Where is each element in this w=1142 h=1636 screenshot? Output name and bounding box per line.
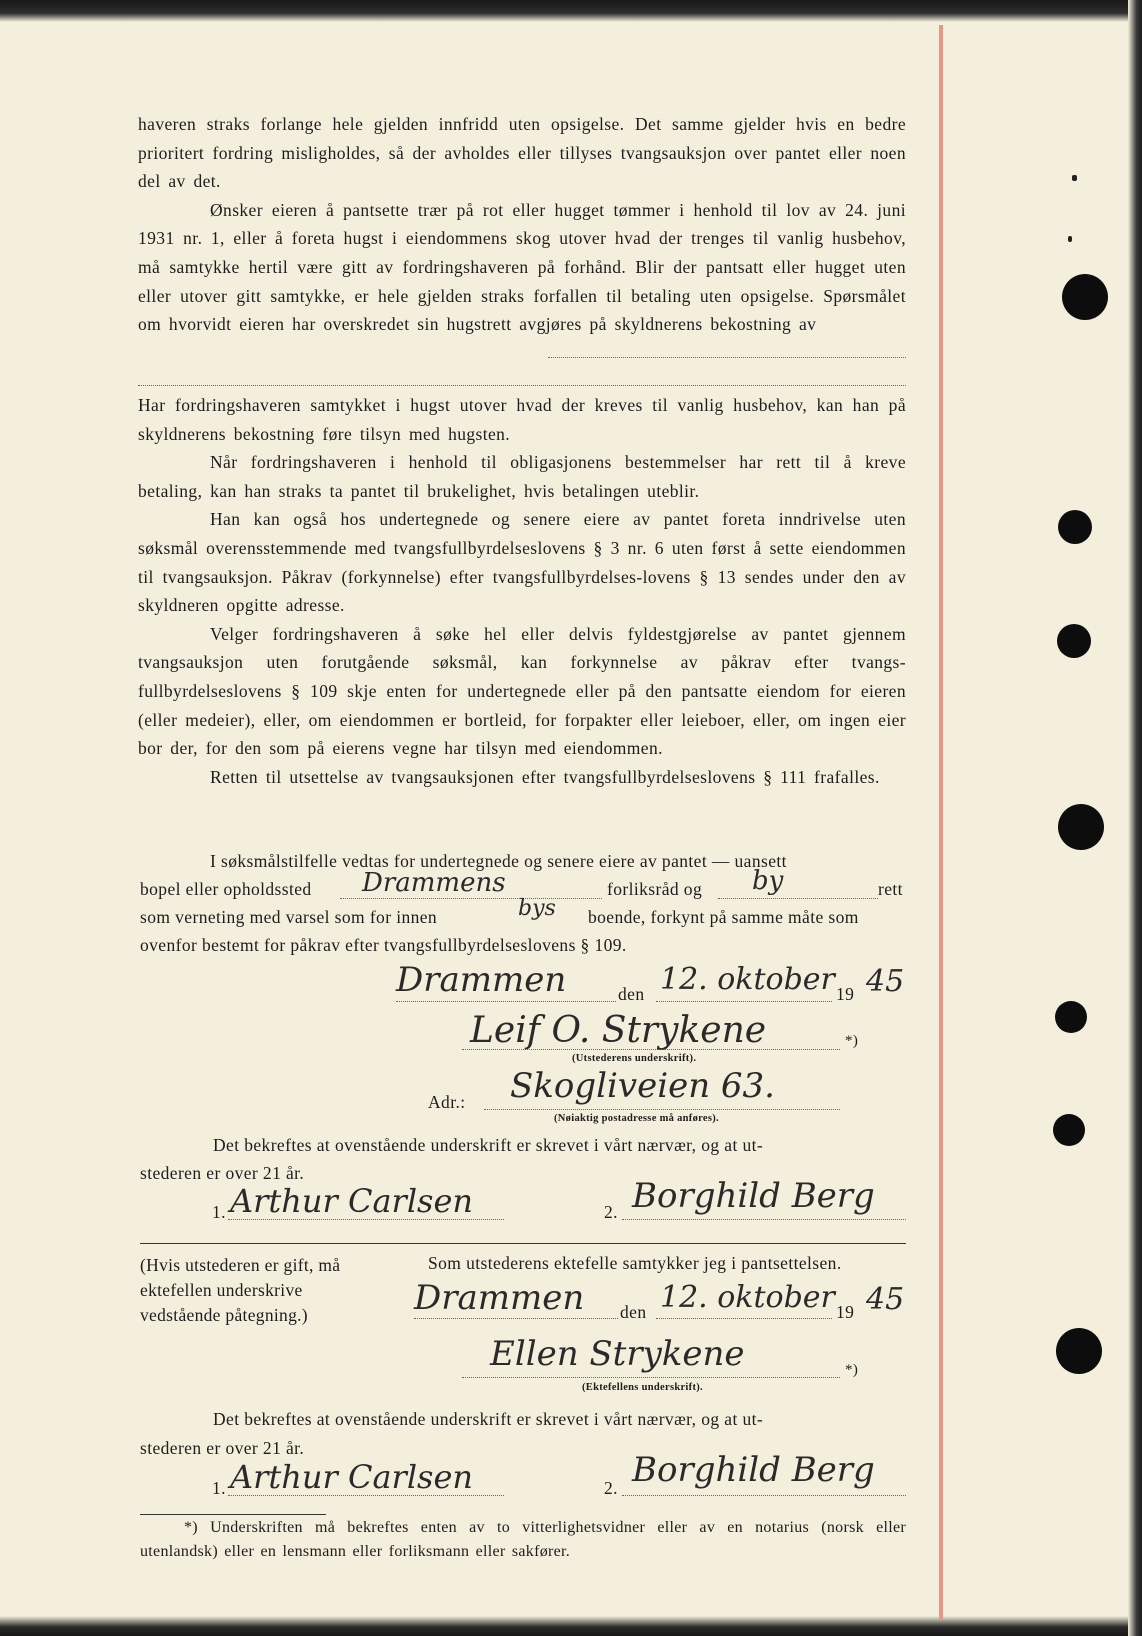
paragraph: Retten til utsettelse av tvangsauksjonen efter tvangsfullbyrdelseslovens § 111 frafalles. — [210, 766, 880, 787]
fill-line — [718, 898, 878, 899]
spouse-note: (Hvis utstederen er gift, må ektefellen underskrive vedstående påtegning.) — [140, 1255, 341, 1325]
handwritten-place: Drammen — [396, 960, 567, 1000]
paragraph: Når fordringshaveren i henhold til obligasjonens bestemmelser har rett til å kreve betaling, kan han straks ta pantet til brukelighet, hvis betalingen uteblir. — [138, 452, 906, 501]
punch-hole — [1058, 804, 1104, 850]
spouse-year-prefix: 19 — [836, 1302, 855, 1322]
venue-line-2a: bopel eller opholdssted — [140, 879, 312, 899]
fill-line — [656, 1318, 832, 1319]
address-label: Adr.: — [428, 1092, 466, 1112]
spouse-place: Drammen — [414, 1278, 585, 1318]
year-prefix: 19 — [836, 984, 855, 1004]
section-divider — [140, 1243, 906, 1244]
spouse-signature-line — [462, 1377, 840, 1378]
fill-line — [396, 1001, 616, 1002]
witness-1-line — [228, 1495, 504, 1496]
spouse-year: 45 — [866, 1282, 905, 1317]
spouse-date: 12. oktober — [660, 1280, 835, 1315]
handwritten-court: Drammens — [362, 868, 506, 898]
issuer-signature: Leif O. Strykene — [470, 1010, 767, 1051]
paragraph: haveren straks forlange hele gjelden innfridd uten opsigelse. Det samme gjelder hvis en bedre prioritert fordring misligholdes, så der avholdes eller tillyses tvangsauksjon over pantet eller noen del av det. — [138, 114, 906, 192]
punch-hole — [1058, 510, 1092, 544]
witness-text-a: Det bekreftes at ovenstående underskrift er skrevet i vårt nærvær, og at ut- — [213, 1409, 764, 1429]
witness-text-b: stederen er over 21 år. — [140, 1438, 305, 1458]
footnote-star: *) — [845, 1362, 859, 1378]
paragraph: Har fordringshaveren samtykket i hugst utover hvad der kreves til vanlig husbehov, kan han på skyldnerens bekostning føre tilsyn med hugsten. — [138, 395, 906, 444]
address-caption: (Nøiaktig postadresse må anføres). — [554, 1113, 719, 1124]
scan-right-edge — [1128, 0, 1142, 1636]
den-label: den — [618, 984, 645, 1004]
spouse-consent: Som utstederens ektefelle samtykker jeg i pantsettelsen. — [428, 1253, 842, 1273]
scan-bottom-edge — [0, 1616, 1142, 1636]
spouse-signature: Ellen Strykene — [490, 1334, 745, 1374]
paragraph: Ønsker eieren å pantsette trær på rot eller hugget tømmer i henhold til lov av 24. juni 1931 nr. 1, eller å foreta hugst i eiendommens skog utover hvad der trenges til vanlig husbehov, må samtykke hertil være gitt av fordringshaveren på forhånd. Blir der pantsatt eller hugget uten eller utover gitt samtykke, er hele gjelden straks forfallen til betaling uten opsigelse. Spørsmålet om hvorvidt eieren har overskredet sin hugstrett avgjøres på skyldnerens bekostning av — [138, 199, 906, 335]
paragraph: Han kan også hos undertegnede og senere eiere av pantet foreta inndrivelse uten søksmål overensstemmende med tvangsfullbyrdelseslovens § 3 nr. 6 uten først å sette eiendommen til tvangsauksjon. Påkrav (forkynnelse) efter tvangsfullbyrdelses-lovens § 13 sendes under den av skyldneren opgitte adresse. — [138, 509, 906, 616]
witness-number-2: 2. — [604, 1202, 618, 1222]
witness-number-1: 1. — [212, 1202, 226, 1222]
fill-line — [656, 1001, 832, 1002]
main-text-continued — [138, 391, 906, 791]
punch-hole — [1055, 1001, 1087, 1033]
footnote-rule — [140, 1514, 326, 1515]
handwritten-court-type: by — [752, 866, 784, 896]
witness-text-a: Det bekreftes at ovenstående underskrift er skrevet i vårt nærvær, og at ut- — [213, 1135, 764, 1155]
handwritten-year: 45 — [866, 964, 905, 999]
handwritten-date: 12. oktober — [660, 962, 835, 997]
signature-line — [462, 1049, 840, 1050]
margin-rule — [939, 25, 943, 1620]
main-text — [138, 110, 906, 339]
address-line — [484, 1109, 840, 1110]
venue-line-3a: som verneting med varsel som for innen — [140, 907, 438, 927]
venue-line-2c: rett — [878, 879, 903, 899]
scan-speck — [1072, 175, 1077, 181]
scan-speck — [1068, 236, 1072, 242]
dotted-fill-line — [548, 357, 906, 358]
handwritten-address: Skogliveien 63. — [510, 1066, 775, 1106]
punch-hole — [1057, 624, 1091, 658]
witness-2-signature: Borghild Berg — [632, 1176, 875, 1216]
venue-line-1: I søksmålstilfelle vedtas for undertegnede og senere eiere av pantet — uansett — [210, 851, 787, 871]
fill-line — [414, 1318, 618, 1319]
witness-1-signature: Arthur Carlsen — [230, 1182, 474, 1220]
venue-line-2b: forliksråd og — [607, 879, 703, 899]
witness-2-signature: Borghild Berg — [632, 1450, 875, 1490]
venue-line-4: ovenfor bestemt for påkrav efter tvangsfullbyrdelseslovens § 109. — [140, 935, 627, 955]
issuer-signature-caption: (Utstederens underskrift). — [572, 1053, 697, 1064]
spouse-den-label: den — [620, 1302, 647, 1322]
witness-text-b: stederen er over 21 år. — [140, 1163, 305, 1183]
witness-1-signature: Arthur Carlsen — [230, 1458, 474, 1496]
witness-2-line — [622, 1219, 906, 1220]
witness-number-1: 1. — [212, 1478, 226, 1498]
witness-number-2: 2. — [604, 1478, 618, 1498]
punch-hole — [1053, 1114, 1085, 1146]
handwritten-area: bys — [518, 896, 556, 921]
scan-top-edge — [0, 0, 1142, 22]
witness-1-line — [228, 1219, 504, 1220]
footnote-star: *) — [845, 1033, 859, 1049]
punch-hole — [1056, 1328, 1102, 1374]
spouse-signature-caption: (Ektefellens underskrift). — [582, 1382, 703, 1393]
dotted-fill-line — [138, 385, 906, 386]
footnote: *) Underskriften må bekreftes enten av to vitterlighetsvidner eller av en notarius (norsk eller utenlandsk) eller en lensmann eller forliksmann eller sakfører. — [140, 1519, 906, 1560]
paragraph: Velger fordringshaveren å søke hel eller delvis fyldestgjørelse av pantet gjennem tvangsauksjon uten forutgående søksmål, kan forkynnelse av påkrav efter tvangs-fullbyrdelseslovens § 109 skje enten for undertegnede eller på den pantsatte eiendom for eieren (eller medeier), eller, om eiendommen er bortleid, for forpakter eller leieboer, eller, om ingen eier bor der, for den som på eierens vegne har tilsyn med eiendommen. — [138, 623, 906, 759]
punch-hole — [1062, 274, 1108, 320]
venue-line-3b: boende, forkynt på samme måte som — [588, 907, 859, 927]
fill-line — [340, 898, 602, 899]
witness-2-line — [622, 1495, 906, 1496]
